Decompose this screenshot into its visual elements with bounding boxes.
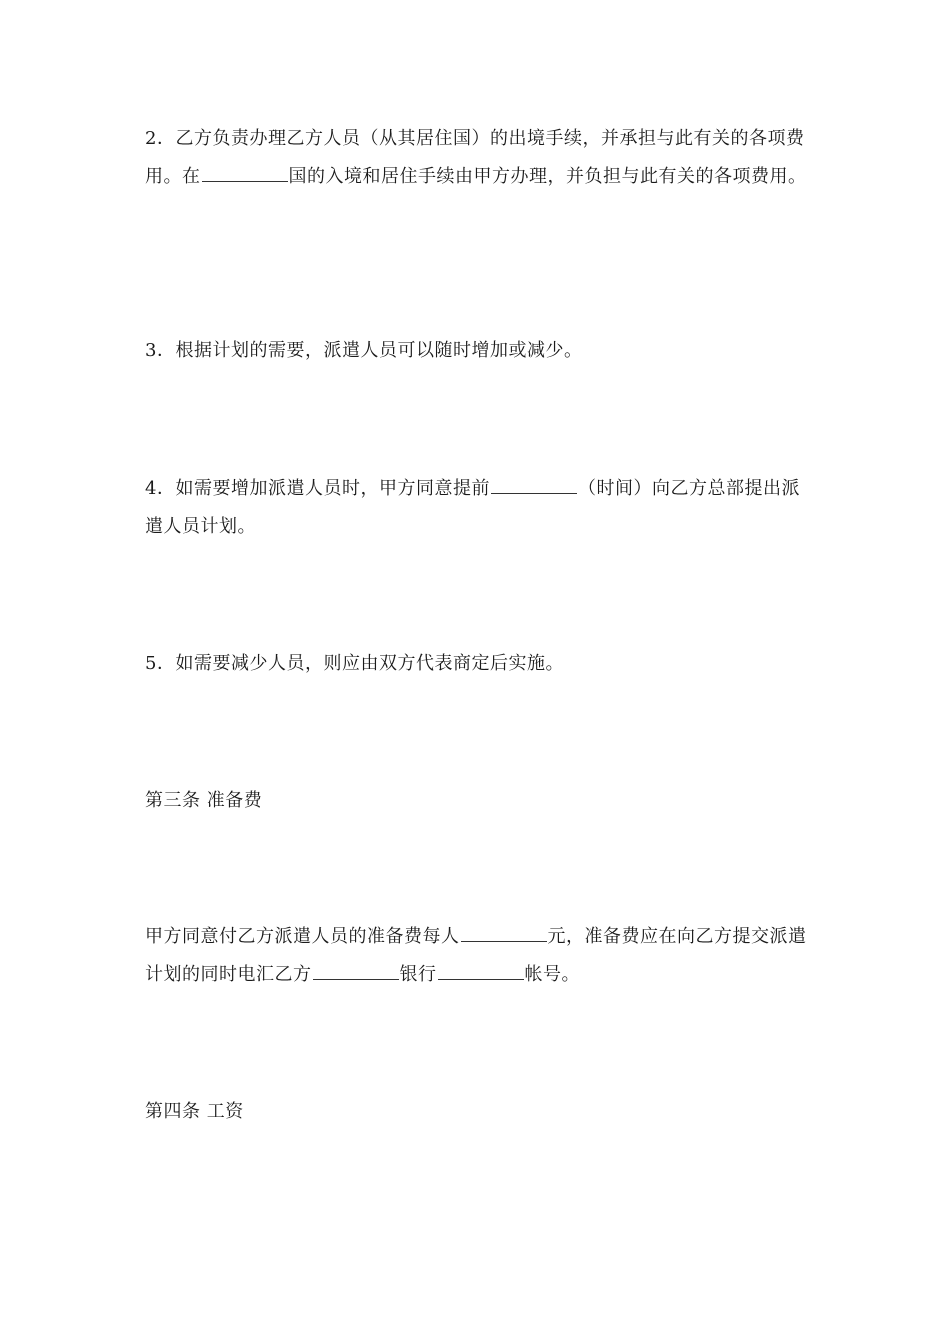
fill-in-blank — [202, 161, 288, 182]
paragraph-text: 2．乙方负责办理乙方人员（从其居住国）的出境手续，并承担与此有关的各项费用。在 — [145, 128, 805, 187]
article-4-heading — [145, 1093, 815, 1131]
paragraph-item-5 — [145, 645, 815, 683]
paragraph-text: 甲方同意付乙方派遣人员的准备费每人 — [145, 926, 460, 947]
fill-in-blank — [438, 959, 524, 980]
paragraph-text: 5．如需要减少人员，则应由双方代表商定后实施。 — [145, 653, 564, 674]
heading-text: 第四条 工资 — [145, 1101, 244, 1122]
fill-in-blank — [461, 921, 547, 942]
paragraph-text: 银行 — [399, 964, 437, 985]
fill-in-blank — [491, 473, 577, 494]
paragraph-text: 国的入境和居住手续由甲方办理，并负担与此有关的各项费用。 — [288, 166, 807, 187]
paragraph-item-4 — [145, 470, 815, 546]
fill-in-blank — [313, 959, 399, 980]
article-3-body — [145, 918, 815, 994]
paragraph-text: 4．如需要增加派遣人员时，甲方同意提前 — [145, 478, 490, 499]
paragraph-text: 元，准备费应在向乙方提交派遣计划的同时电汇乙方 — [145, 926, 807, 985]
paragraph-text: （时间）向乙方总部提出派遣人员计划。 — [145, 478, 800, 537]
paragraph-item-3 — [145, 332, 815, 370]
paragraph-text: 帐号。 — [524, 964, 580, 985]
paragraph-item-2 — [145, 120, 815, 196]
heading-text: 第三条 准备费 — [145, 790, 263, 811]
article-3-heading — [145, 782, 815, 820]
paragraph-text: 3．根据计划的需要，派遣人员可以随时增加或减少。 — [145, 340, 583, 361]
